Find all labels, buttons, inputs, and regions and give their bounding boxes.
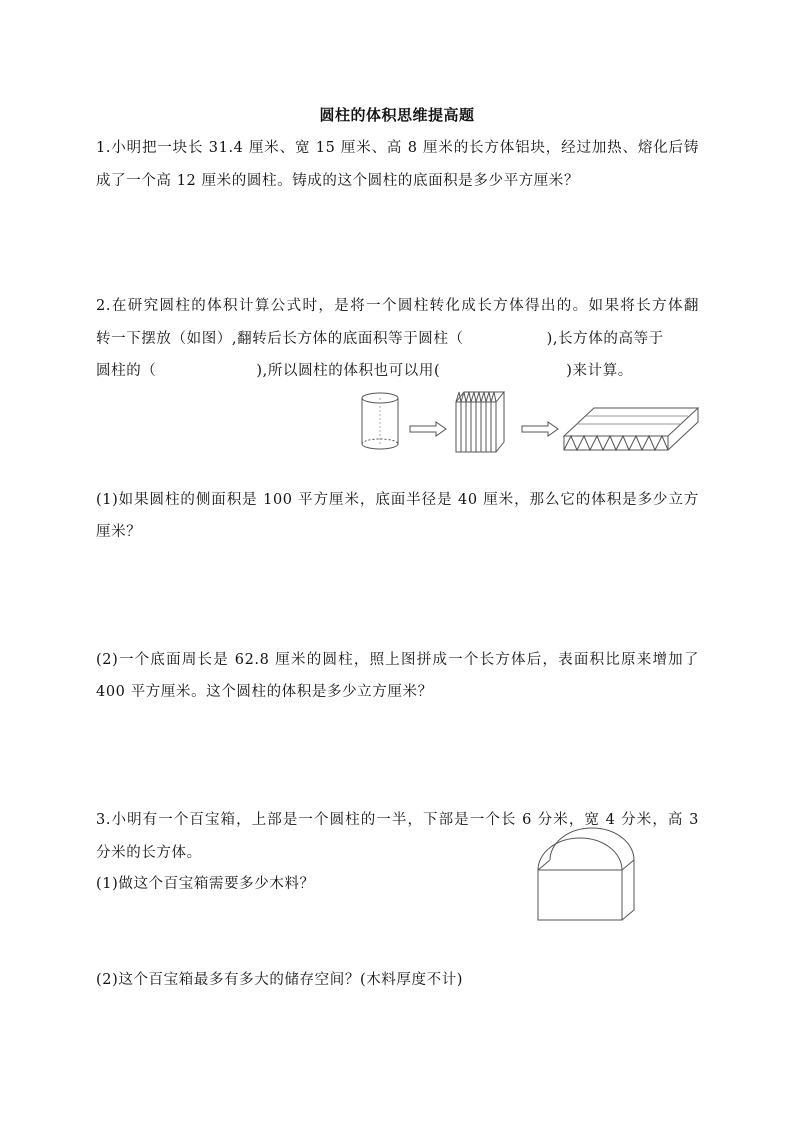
q2-line-3-text-c: )来计算。 bbox=[566, 363, 633, 379]
arrow-right-icon bbox=[522, 422, 558, 436]
upright-cuboid-shape bbox=[456, 392, 504, 452]
q2-sub2-line-1: (2)一个底面周长是 62.8 厘米的圆柱，照上图拼成一个长方体后，表面积比原来增加了 bbox=[96, 652, 699, 668]
page-title: 圆柱的体积思维提高题 bbox=[319, 106, 475, 124]
q1-line-1: 1.小明把一块长 31.4 厘米、宽 15 厘米、高 8 厘米的长方体铝块，经过加热、熔化后铸 bbox=[96, 140, 699, 156]
treasure-box-figure bbox=[530, 830, 670, 925]
arrow-right-icon bbox=[410, 422, 446, 436]
q2-line-3 bbox=[96, 361, 633, 381]
q3-line-2: 分米的长方体。 bbox=[96, 845, 202, 861]
cylinder-to-cuboid-figure bbox=[350, 388, 710, 463]
q3-sub2: (2)这个百宝箱最多有多大的储存空间？(木料厚度不计) bbox=[96, 972, 464, 988]
q2-line-2-text-b: ),长方体的高等于 bbox=[546, 331, 664, 347]
q3-sub1: (1)做这个百宝箱需要多少木料？ bbox=[96, 876, 315, 892]
q2-line-2 bbox=[96, 329, 664, 349]
q2-sub1-line-2: 厘米？ bbox=[96, 524, 142, 540]
q2-line-1: 2.在研究圆柱的体积计算公式时，是将一个圆柱转化成长方体得出的。如果将长方体翻 bbox=[96, 298, 699, 314]
lying-cuboid-shape bbox=[564, 408, 698, 450]
q3-line-1: 3.小明有一个百宝箱，上部是一个圆柱的一半，下部是一个长 6 分米，宽 4 分米，高 3 bbox=[96, 812, 699, 828]
q2-line-2-text-a: 转一下摆放（如图）,翻转后长方体的底面积等于圆柱（ bbox=[96, 331, 464, 347]
q2-line-3-text-b: ),所以圆柱的体积也可以用( bbox=[256, 363, 441, 379]
q2-sub2-line-2: 400 平方厘米。这个圆柱的体积是多少立方厘米？ bbox=[96, 684, 433, 700]
q2-line-3-text-a: 圆柱的（ bbox=[96, 363, 157, 379]
q1-line-2: 成了一个高 12 厘米的圆柱。铸成的这个圆柱的底面积是多少平方厘米？ bbox=[96, 173, 580, 189]
cylinder-shape bbox=[362, 393, 398, 449]
q2-sub1-line-1: (1)如果圆柱的侧面积是 100 平方厘米，底面半径是 40 厘米，那么它的体积是多少立方 bbox=[96, 492, 699, 508]
